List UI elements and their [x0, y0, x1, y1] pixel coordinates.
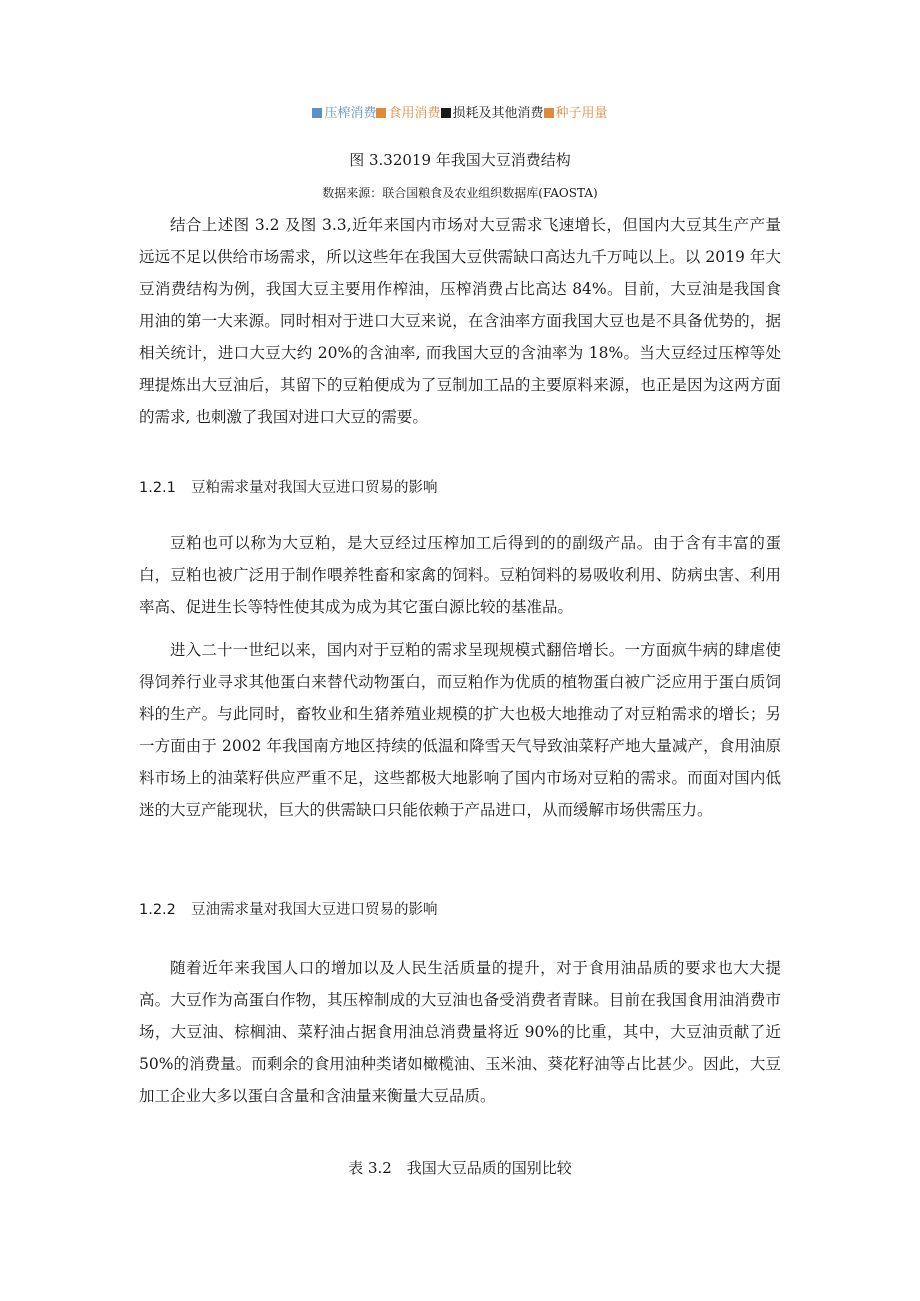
legend-label-food: 食用消费: [388, 106, 441, 121]
section-number: 1.2.2: [139, 902, 176, 918]
chart-legend: [0, 104, 920, 124]
paragraph-soymeal-definition: 豆粕也可以称为大豆粕，是大豆经过压榨加工后得到的的副级产品。由于含有丰富的蛋白，豆粕也被广泛用于制作喂养牲畜和家禽的饲料。豆粕饲料的易吸收利用、防病虫害、利用率高、促进生长等特性使其成为成为其它蛋白源比较的基准品。: [139, 534, 781, 616]
legend-label-seed: 种子用量: [555, 106, 608, 121]
legend-swatch-seed: [544, 108, 554, 118]
figure-caption: 图 3.32019 年我国大豆消费结构: [349, 151, 571, 169]
paragraph-consumption-structure: 结合上述图 3.2 及图 3.3,近年来国内市场对大豆需求飞速增长，但国内大豆其生产产量远远不足以供给市场需求，所以这些年在我国大豆供需缺口高达九千万吨以上。以 2019 年大豆消费结构为例，我国大豆主要用作榨油，压榨消费占比高达 84%。目前，大豆油是我国食用油的第一大来源。同时相对于进口大豆来说，在含油率方面我国大豆也是不具备优势的，据相关统计，进口大豆大约 20%的含油率, 而我国大豆的含油率为 18%。当大豆经过压榨等处理提炼出大豆油后，其留下的豆粕便成为了豆制加工品的主要原料来源，也正是因为这两方面的需求, 也刺激了我国对进口大豆的需要。: [139, 216, 781, 426]
legend-swatch-press: [312, 108, 322, 118]
table-caption: 表 3.2 我国大豆品质的国别比较: [348, 1159, 572, 1177]
figure-source: 数据来源：联合国粮食及农业组织数据库(FAOSTA): [322, 186, 598, 200]
legend-swatch-loss: [441, 108, 451, 118]
section-number: 1.2.1: [139, 480, 176, 496]
paragraph-soyoil-demand: 随着近年来我国人口的增加以及人民生活质量的提升，对于食用油品质的要求也大大提高。大豆作为高蛋白作物，其压榨制成的大豆油也备受消费者青睐。目前在我国食用油消费市场，大豆油、棕榈油、菜籽油占据食用油总消费量将近 90%的比重，其中，大豆油贡献了近 50%的消费量。而剩余的食用油种类诸如橄榄油、玉米油、葵花籽油等占比甚少。因此，大豆加工企业大多以蛋白含量和含油量来衡量大豆品质。: [139, 959, 781, 1105]
section-title: 豆油需求量对我国大豆进口贸易的影响: [191, 902, 438, 918]
legend-label-loss: 损耗及其他消费: [452, 106, 544, 121]
paragraph-soymeal-demand: 进入二十一世纪以来，国内对于豆粕的需求呈现规模式翻倍增长。一方面疯牛病的肆虐使得饲养行业寻求其他蛋白来替代动物蛋白，而豆粕作为优质的植物蛋白被广泛应用于蛋白质饲料的生产。与此同时，畜牧业和生猪养殖业规模的扩大也极大地推动了对豆粕需求的增长；另一方面由于 2002 年我国南方地区持续的低温和降雪天气导致油菜籽产地大量减产，食用油原料市场上的油菜籽供应严重不足，这些都极大地影响了国内市场对豆粕的需求。而面对国内低迷的大豆产能现状，巨大的供需缺口只能依赖于产品进口，从而缓解市场供需压力。: [139, 641, 781, 819]
legend-item-press: [312, 104, 376, 124]
legend-swatch-food: [376, 108, 386, 118]
section-heading-1-2-2: [139, 899, 438, 921]
legend-item-loss: [441, 104, 544, 124]
legend-item-seed: [544, 104, 608, 124]
legend-label-press: 压榨消费: [324, 106, 377, 121]
section-heading-1-2-1: [139, 477, 438, 499]
legend-item-food: [376, 104, 440, 124]
section-title: 豆粕需求量对我国大豆进口贸易的影响: [191, 480, 438, 496]
